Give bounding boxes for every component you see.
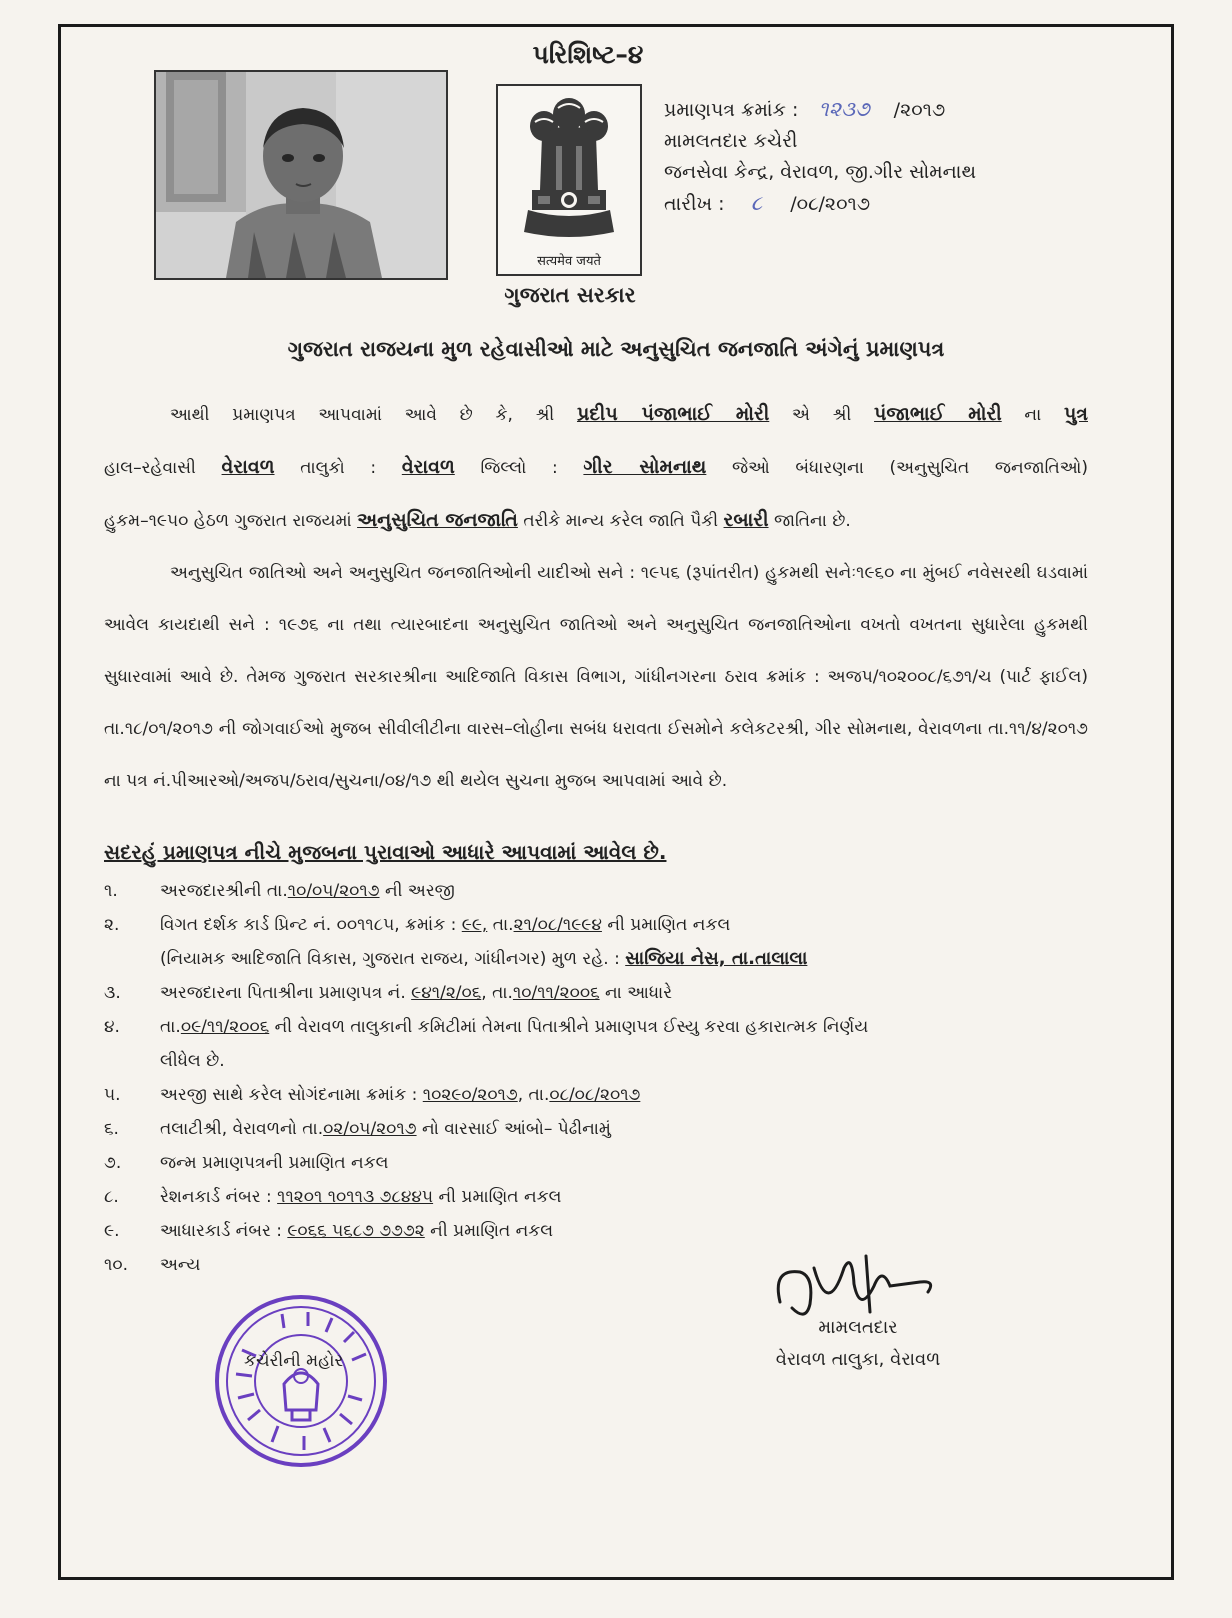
- government-name: ગુજરાત સરકાર: [504, 283, 636, 307]
- applicant-photo: [154, 70, 448, 280]
- tribe-category: અનુસુચિત જનજાતિ: [357, 509, 518, 531]
- district: ગીર સોમનાથ: [583, 456, 707, 478]
- evidence-text: જન્મ પ્રમાણપત્રની પ્રમાણિત નકલ: [160, 1153, 389, 1173]
- list-item: [104, 1010, 1064, 1044]
- evidence-text: તા.: [160, 1017, 181, 1037]
- evidence-text: (નિયામક આદિજાતિ વિકાસ, ગુજરાત રાજય, ગાંધીનગર) મુળ રહે. :: [160, 949, 626, 969]
- constitution-text: જેઓ બંધારણના (અનુસુચિત જનજાતિઓ): [732, 458, 1089, 478]
- list-item: [104, 976, 1064, 1010]
- father-certificate-date: ૧૦/૧૧/૨૦૦૬: [512, 983, 600, 1003]
- affidavit-date: ૦૮/૦૮/૨૦૧૭: [549, 1085, 641, 1105]
- list-item: [104, 1078, 1064, 1112]
- evidence-text: અરજદારના પિતાશ્રીના પ્રમાણપત્ર નં.: [160, 983, 412, 1003]
- son-of-prefix: એ શ્રી: [791, 405, 852, 425]
- list-item-continuation: [104, 942, 1064, 976]
- list-item-continuation: [104, 1044, 1064, 1078]
- evidence-text: તા.: [487, 915, 514, 935]
- taluka-label: તાલુકો :: [300, 458, 377, 478]
- national-emblem-box: [496, 84, 642, 276]
- body-line-3: [104, 494, 1088, 547]
- order-text: હુકમ–૧૯૫૦ હેઠળ ગુજરાત રાજયમાં: [104, 511, 352, 531]
- holder-name: પ્રદીપ પંજાભાઈ મોરી: [576, 403, 770, 425]
- list-item: [104, 908, 1064, 942]
- list-number: ૮.: [104, 1187, 119, 1207]
- evidence-text: તલાટીશ્રી, વેરાવળનો તા.: [160, 1119, 324, 1139]
- signatory-block: [748, 1312, 968, 1376]
- ashoka-emblem-icon: [498, 86, 640, 254]
- district-label: જિલ્લો :: [480, 458, 558, 478]
- evidence-text: ની અરજી: [379, 881, 455, 901]
- issuer-details: [664, 94, 976, 220]
- list-item: [104, 874, 1064, 908]
- list-item: [104, 1180, 1064, 1214]
- signatory-office: વેરાવળ તાલુકા, વેરાવળ: [775, 1349, 941, 1370]
- evidence-text: ના આધારે: [599, 983, 673, 1003]
- relation: પુત્ર: [1063, 403, 1088, 425]
- affidavit-number: ૧૦૨૯૦/૨૦૧૭: [422, 1085, 518, 1105]
- taluka: વેરાવળ: [401, 456, 455, 478]
- evidence-text: નો વારસાઈ આંબો– પેઢીનામું: [416, 1119, 611, 1139]
- evidence-text: અરજી સાથે કરેલ સોગંદનામા ક્રમાંક :: [160, 1085, 423, 1105]
- issuing-office: મામલતદાર કચેરી: [664, 130, 798, 152]
- list-number: ૧૦.: [104, 1255, 128, 1275]
- evidence-text: આધારકાર્ડ નંબર :: [160, 1221, 288, 1241]
- appendix-label: પરિશિષ્ટ–૪: [532, 40, 644, 69]
- resident-label: હાલ–રહેવાસી: [104, 458, 196, 478]
- legal-paragraph: અનુસુચિત જાતિઓ અને અનુસુચિત જનજાતિઓની યાદીઓ સને : ૧૯૫૬ (રૂપાંતરીત) હુકમથી સનેઃ૧૯૬૦ ના મુંબઈ નવેસરથી ઘડવામાં આવેલ કાયદાથી સને : ૧૯૭૬ ના તથા ત્યારબાદના અનુસુચિત જાતિઓ અને અનુસુચિત જનજાતિઓના વખતો વખતના સુધારેલા હુકમથી સુધારવામાં આવે છે. તેમજ ગુજરાત સરકારશ્રીના આદિજાતિ વિકાસ વિભાગ, ગાંધીનગરના ઠરાવ ક્રમાંક : અજપ/૧૦૨૦૦૮/૬૭૧/ચ (પાર્ટ ફાઈલ) તા.૧૮/૦૧/૨૦૧૭ ની જોગવાઈઓ મુજબ સીવીલીટીના વારસ–લોહીના સબંધ ધરાવતા ઈસમોને કલેકટરશ્રી, ગીર સોમનાથ, વેરાવળના તા.૧૧/૪/૨૦૧૭ ના પત્ર નં.પીઆરઓ/અજપ/ઠરાવ/સુચના/૦૪/૧૭ થી થયેલ સુચના મુજબ આપવામાં આવે છે.: [104, 563, 1088, 791]
- card-serial: ૯૯,: [461, 915, 488, 935]
- issue-date-label: તારીખ :: [664, 193, 725, 215]
- list-item: [104, 1112, 1064, 1146]
- aadhaar-number: ૯૦૬૬ ૫૬૮૭ ૭૭૭૨: [287, 1221, 425, 1241]
- body-line-1: [104, 388, 1088, 441]
- father-name: પંજાભાઈ મોરી: [874, 403, 1002, 425]
- evidence-text: , તા.: [517, 1085, 550, 1105]
- certificate-number-label: પ્રમાણપત્ર ક્રમાંક :: [664, 99, 799, 121]
- intro-text: આથી પ્રમાણપત્ર આપવામાં આવે છે કે, શ્રી: [170, 405, 555, 425]
- issue-date-line: [664, 188, 976, 220]
- evidence-text: અરજદારશ્રીની તા.: [160, 881, 288, 901]
- committee-date: ૦૯/૧૧/૨૦૦૬: [180, 1017, 270, 1037]
- list-number: ૨.: [104, 915, 120, 935]
- list-number: ૪.: [104, 1017, 120, 1037]
- office-seal-stamp: [212, 1292, 390, 1470]
- card-date: ૨૧/૦૮/૧૯૯૪: [513, 915, 602, 935]
- evidence-text: વિગત દર્શક કાર્ડ પ્રિન્ટ નં. ૦૦૧૧૮૫, ક્રમાંક :: [160, 915, 462, 935]
- evidence-list: [104, 874, 1064, 1282]
- application-date: ૧૦/૦૫/૨૦૧૭: [287, 881, 380, 901]
- ration-card-number: ૧૧૨૦૧ ૧૦૧૧૩ ૭૮૪૪૫: [277, 1187, 434, 1207]
- recognized-text: તરીકે માન્ય કરેલ જાતિ પૈકી: [523, 511, 719, 531]
- evidence-text: ની પ્રમાણિત નકલ: [433, 1187, 562, 1207]
- list-item: [104, 1146, 1064, 1180]
- body-line-2: [104, 441, 1088, 494]
- list-number: ૯.: [104, 1221, 120, 1241]
- emblem-motto: सत्यमेव जयते: [537, 254, 601, 269]
- original-residence: સાજિયા નેસ, તા.તાલાલા: [625, 948, 808, 969]
- issue-date-day: ૮: [750, 191, 763, 215]
- evidence-text: રેશનકાર્ડ નંબર :: [160, 1187, 278, 1207]
- evidence-text: ની પ્રમાણિત નકલ: [424, 1221, 554, 1241]
- evidence-text: ની પ્રમાણિત નકલ: [601, 915, 731, 935]
- caste-suffix: જાતિના છે.: [773, 511, 851, 531]
- evidence-text: , તા.: [481, 983, 513, 1003]
- evidence-text: લીધેલ છે.: [160, 1051, 225, 1071]
- issuing-office-address: જનસેવા કેન્દ્ર, વેરાવળ, જી.ગીર સોમનાથ: [664, 161, 977, 183]
- caste-name: રબારી: [723, 509, 769, 531]
- certificate-body: [104, 388, 1088, 807]
- issue-date-month-year: /૦૮/૨૦૧૭: [790, 193, 871, 215]
- certificate-number-line: [664, 94, 976, 126]
- certificate-title: ગુજરાત રાજયના મુળ રહેવાસીઓ માટે અનુસુચિત જનજાતિ અંગેનું પ્રમાણપત્ર: [287, 337, 945, 361]
- list-number: ૬.: [104, 1119, 119, 1139]
- list-number: ૭.: [104, 1153, 122, 1173]
- certificate-number: ૧૨૩૭: [818, 97, 870, 121]
- father-certificate-number: ૯૪૧/૨/૦૬: [411, 983, 482, 1003]
- list-number: ૧.: [104, 881, 118, 901]
- village: વેરાવળ: [221, 456, 275, 478]
- evidence-text: અન્ય: [160, 1255, 201, 1275]
- evidence-heading: સદરહું પ્રમાણપત્ર નીચે મુજબના પુરાવાઓ આધારે આપવામાં આવેલ છે.: [104, 840, 667, 864]
- evidence-text: ની વેરાવળ તાલુકાની કમિટીમાં તેમના પિતાશ્રીને પ્રમાણપત્ર ઈસ્યુ કરવા હકારાત્મક નિર્ણય: [269, 1017, 869, 1037]
- signatory-title: મામલતદાર: [818, 1317, 898, 1338]
- certificate-year: /૨૦૧૭: [893, 99, 946, 121]
- list-number: ૫.: [104, 1085, 121, 1105]
- family-tree-date: ૦૨/૦૫/૨૦૧૭: [323, 1119, 417, 1139]
- seal-label: કચેરીની મહોર: [244, 1351, 344, 1371]
- na-text: ના: [1024, 405, 1042, 425]
- list-number: ૩.: [104, 983, 121, 1003]
